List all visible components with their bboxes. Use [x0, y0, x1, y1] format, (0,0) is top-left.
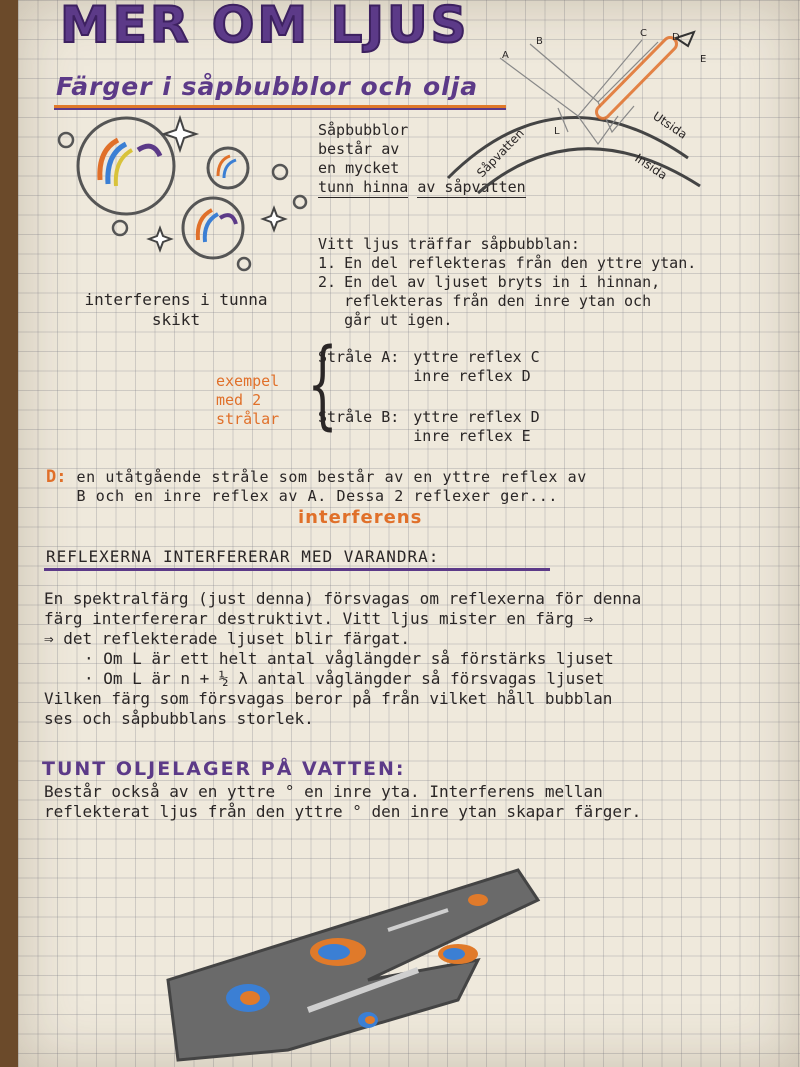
ray-outer: yttre reflex C	[413, 348, 540, 366]
ray-inner: inre reflex E	[413, 427, 531, 445]
page-subtitle: Färger i såpbubblor och olja	[56, 72, 479, 101]
example-brace: {	[307, 328, 338, 440]
list-text: går ut igen.	[344, 311, 453, 329]
interference-heading: REFLEXERNA INTERFERERAR MED VARANDRA:	[46, 547, 440, 566]
notebook-page	[18, 0, 800, 1067]
d-note-line: B och en inre reflex av A. Dessa 2 reflexer ger...	[76, 487, 559, 505]
label-b: B	[536, 36, 543, 47]
ray-name: Stråle B:	[318, 408, 400, 426]
body-line: färg interfererar destruktivt. Vitt ljus mister en färg ⇒	[44, 609, 594, 628]
lower-bubble	[183, 198, 243, 258]
example-label-line: strålar	[216, 410, 280, 428]
white-light-intro: Vitt ljus träffar såpbubblan:	[318, 235, 580, 253]
label-soapwater: Såpvatten	[474, 126, 527, 181]
bubble-note-line: Såpbubblor	[318, 121, 409, 139]
bullet-line: · Om L är ett helt antal våglängder så förstärks ljuset	[84, 649, 614, 668]
bullet-line: · Om L är n + ½ λ antal våglängder så försvagas ljuset	[84, 669, 605, 688]
d-note	[46, 468, 587, 506]
label-outside: Utsida	[650, 108, 690, 142]
oil-body	[44, 782, 641, 822]
body-line: Vilken färg som försvagas beror på från vilket håll bubblan	[44, 689, 613, 708]
thin-film-label	[76, 290, 276, 330]
oil-heading: TUNT OLJELAGER PÅ VATTEN:	[42, 758, 406, 780]
thin-film-label-line: skikt	[151, 310, 201, 329]
film-reflection-diagram	[438, 28, 718, 198]
label-inside: Insida	[632, 150, 670, 183]
list-number: 1.	[318, 254, 337, 272]
medium-bubble	[208, 148, 248, 188]
soap-bubbles-illustration	[48, 110, 328, 280]
interference-heading-underline	[44, 568, 550, 571]
body-line: ses och såpbubblans storlek.	[44, 709, 314, 728]
label-c: C	[640, 28, 647, 39]
bubble-note-line: en mycket	[318, 159, 400, 177]
label-a: A	[502, 50, 509, 61]
example-label-line: exempel	[216, 372, 280, 390]
ray-a	[318, 348, 540, 386]
ray-b	[318, 408, 540, 446]
d-note-result: interferens	[298, 507, 423, 528]
list-item	[318, 254, 696, 273]
d-note-key: D:	[46, 467, 67, 487]
list-item	[318, 273, 696, 330]
small-bubbles	[59, 133, 306, 270]
large-bubble	[78, 118, 174, 214]
bubble-note-line: av såpvatten	[417, 178, 526, 196]
ray-name: Stråle A:	[318, 348, 400, 366]
example-label	[216, 372, 279, 429]
list-number: 2.	[318, 273, 337, 291]
page-title: MER OM LJUS	[60, 0, 470, 54]
white-light-section	[318, 235, 696, 330]
d-note-line: en utåtgående stråle som består av en yttre reflex av	[76, 468, 587, 486]
label-l: L	[554, 126, 560, 137]
thin-film-label-line: interferens i tunna	[84, 290, 268, 309]
oil-slick-illustration	[158, 860, 558, 1060]
label-d: D	[672, 32, 680, 43]
label-e: E	[700, 54, 707, 65]
list-text: En del av ljuset bryts in i hinnan,	[344, 273, 661, 291]
bubble-note-line: består av	[318, 140, 400, 158]
body-line: En spektralfärg (just denna) försvagas om reflexerna för denna	[44, 589, 642, 608]
body-line: ⇒ det reflekterade ljuset blir färgat.	[44, 629, 411, 648]
list-text: reflekteras från den inre ytan och	[344, 292, 652, 310]
body-line: reflekterat ljus från den yttre ° den inre ytan skapar färger.	[44, 802, 642, 821]
ray-outer: yttre reflex D	[413, 408, 540, 426]
body-line: Består också av en yttre ° en inre yta. Interferens mellan	[44, 782, 603, 801]
interference-body	[44, 589, 641, 729]
example-label-line: med 2	[216, 391, 262, 409]
bubble-note-line: tunn hinna	[318, 178, 409, 196]
list-text: En del reflekteras från den yttre ytan.	[344, 254, 697, 272]
ray-inner: inre reflex D	[413, 367, 531, 385]
